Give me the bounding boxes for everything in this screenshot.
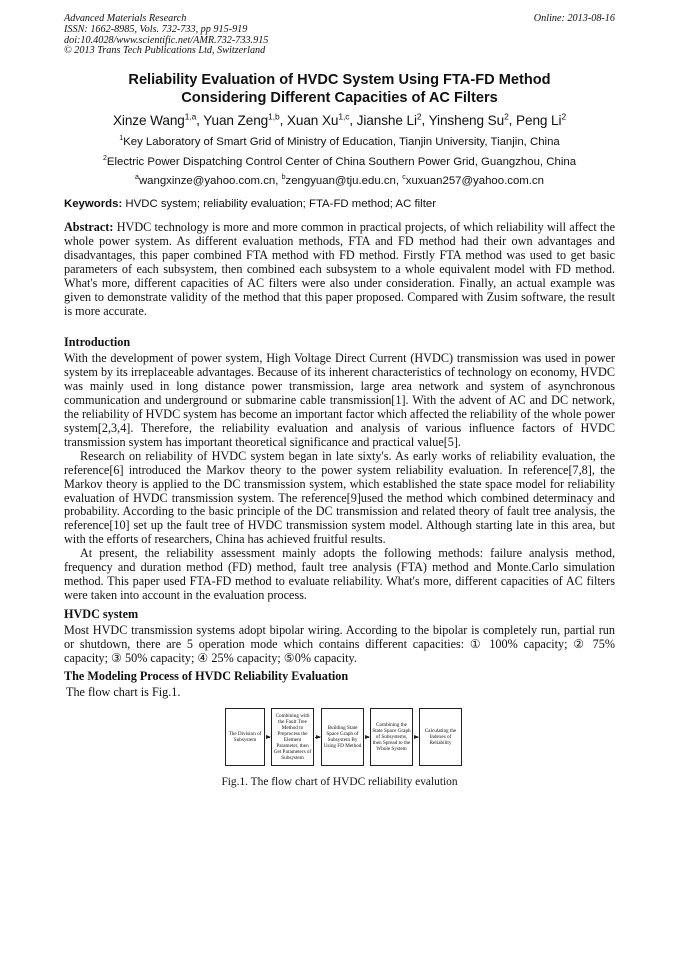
flow-arrow xyxy=(266,737,270,738)
flow-step-state-space: Building State Space Graph of Subsystem By Using FD Method xyxy=(321,708,364,766)
flow-step-fault-tree: Combining with the Fault Tree Method to Preprocess the Element Parameter, then Get Parameters of Subsystem xyxy=(271,708,314,766)
abstract-label: Abstract: xyxy=(64,220,114,235)
flow-step-combining: Combining the State Space Graph of Subsystems, then Spread to the Whole System xyxy=(370,708,413,766)
author: Xinze Wang$^{1,a}$ xyxy=(112,111,197,128)
journal-name: Advanced Materials Research xyxy=(64,13,187,24)
author-list: Xinze Wang$^{1,a}$, Yuan Zeng$^{1,b}$, Xuan Xu$^{1,c}$, Jianshe Li$^2$, Yinsheng Su$^2$, Peng Li$^2$ xyxy=(112,111,567,128)
email-link[interactable]: xuxuan257@yahoo.com.cn xyxy=(405,175,544,188)
journal-issn: ISSN: 1662-8985, Vols. 732-733, pp 915-919 xyxy=(64,23,248,35)
section-heading-hvdc-system: HVDC system xyxy=(64,606,139,621)
keywords xyxy=(64,198,615,210)
flow-arrow xyxy=(414,737,418,738)
paper-page xyxy=(64,14,615,788)
journal-copyright: © 2013 Trans Tech Publications Ltd, Switzerland xyxy=(64,45,266,57)
affiliation-1: $^1$Key Laboratory of Smart Grid of Ministry of Education, Tianjin University, Tianjin, China xyxy=(119,134,560,148)
flowchart-figure xyxy=(64,708,615,768)
abstract xyxy=(64,221,615,318)
affiliation-2: $^2$Electric Power Dispatching Control Center of China Southern Power Grid, Guangzhou, China xyxy=(102,154,577,168)
hvdc-paragraph: Most HVDC transmission systems adopt bipolar wiring. According to the bipolar is completely run, partial run or shutdown, there are 5 operation mode which contains different capacities: ① 100% capacity; ② 75% capacity; ③ 50% capacity; ④ 25% capacity; ⑤0% capacity. xyxy=(64,622,615,665)
section-heading-modeling-process: The Modeling Process of HVDC Reliability Evaluation xyxy=(64,669,349,684)
flow-arrow xyxy=(315,737,320,738)
online-date: Online: 2013-08-16 xyxy=(533,13,615,24)
keywords-text: HVDC system; reliability evaluation; FTA-FD method; AC filter xyxy=(125,198,436,211)
author: Peng Li$^2$ xyxy=(516,111,567,128)
email-link[interactable]: zengyuan@tju.edu.cn xyxy=(285,175,396,188)
flow-intro-text: The flow chart is Fig.1. xyxy=(66,685,181,700)
flow-step-division: The Division of Subsystem xyxy=(225,708,265,766)
section-heading-introduction: Introduction xyxy=(64,335,131,350)
author: Yinsheng Su$^2$ xyxy=(428,111,509,128)
figure-caption: Fig.1. The flow chart of HVDC reliability evalution xyxy=(221,776,458,789)
intro-paragraph-2: Research on reliability of HVDC system began in late sixty's. As early works of reliability evaluation, the reference[6] introduced the Markov theory to the power system reliability evaluation. In reference[7,8], the Markov theory is applied to the DC transmission system, which established the state space model for reliability evaluation of HVDC transmission system. The reference[9]used the method which combined determinacy and probability. According to the basic principle of the DC transmission and related theory of fault tree analysis, the reference[10] set up the fault tree of HVDC transmission system model. Although starting late in this area, but with the efforts of researchers, China has achieved fruitful results. xyxy=(64,448,615,547)
keywords-label: Keywords: xyxy=(64,198,123,211)
abstract-text: HVDC technology is more and more common in practical projects, of which reliability will affect the whole power system. As different evaluation methods, FTA and FD method had their own advantages and disadvantages, this paper combined FTA method with FD method. Firstly FTA method was used to get basic parameters of each subsystem, then combined each subsystem to a whole equivalent model with FD method. What's more, different capacities of AC filters were also under consideration. Finally, an actual example was given to demonstrate validity of the method that this paper proposed. Compared with Zusim software, the result is more accurate. xyxy=(64,220,615,318)
author: Jianshe Li$^2$ xyxy=(356,111,422,128)
flow-step-calculating: Calculating the Indexes of Reliability xyxy=(419,708,462,766)
title-line-1: Reliability Evaluation of HVDC System Using FTA-FD Method xyxy=(128,72,551,89)
author: Xuan Xu$^{1,c}$ xyxy=(286,111,350,128)
author: Yuan Zeng$^{1,b}$ xyxy=(203,111,280,128)
paper-title xyxy=(64,71,615,107)
author-emails: $^a$wangxinze@yahoo.com.cn, $^b$zengyuan@tju.edu.cn, $^c$xuxuan257@yahoo.com.cn xyxy=(135,174,544,188)
intro-paragraph-1: With the development of power system, High Voltage Direct Current (HVDC) transmission was used in power system by its irreplaceable advantages. Because of its inherent characteristics of technology on economy, HVDC was mainly used in long distance power transmission, large area network and system of asynchronous communication and underground or submarine cable transmission[1]. With the advent of AC and DC network, the reliability of HVDC system has become an important factor which affected the reliability of the whole power system[2,3,4]. Therefore, the reliability evaluation and analysis of various influence factors of HVDC transmission system has important theoretical significance and practical value[5]. xyxy=(64,351,615,449)
header-left xyxy=(64,14,268,57)
flow-arrow xyxy=(365,737,369,738)
email-link[interactable]: wangxinze@yahoo.com.cn xyxy=(138,175,276,188)
title-line-2: Considering Different Capacities of AC Filters xyxy=(181,90,498,107)
intro-paragraph-3: At present, the reliability assessment mainly adopts the following methods: failure analysis method, frequency and duration method (FD) method, fault tree analysis (FTA) method and Monte.Carlo simulation method. This paper used FTA-FD method to evaluate reliability. What's more, different capacities of AC filters were taken into account in the evaluation process. xyxy=(64,546,615,602)
journal-doi: doi:10.4028/www.scientific.net/AMR.732-733.915 xyxy=(64,34,269,46)
journal-header xyxy=(64,14,615,57)
